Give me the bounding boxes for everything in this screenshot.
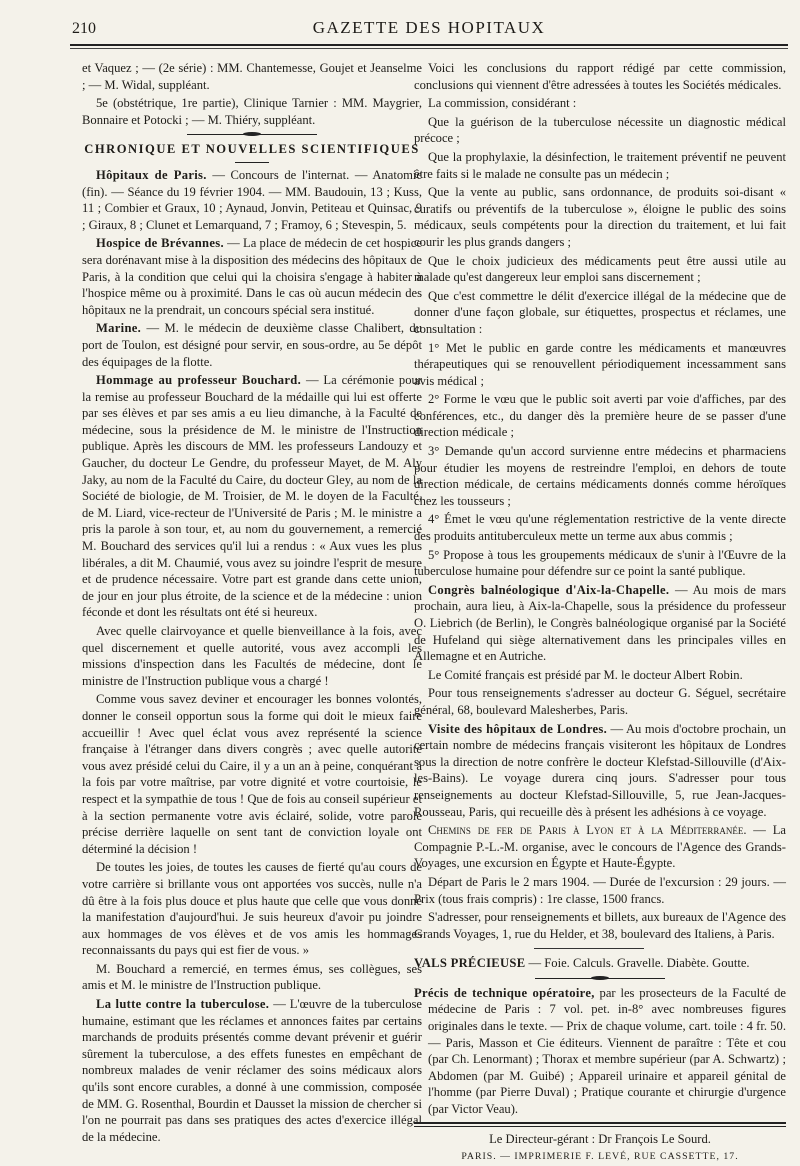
paragraph: Avec quelle clairvoyance et quelle bienveillance à la fois, avec quel discernement et quelle autorité, vous avez accompli les missions d'inspection dans les Facultés de médecine, dont le ministre de l'Instruction publique vous a chargé !: [82, 624, 422, 688]
bibliography: [414, 985, 786, 1118]
paragraph: Que c'est commettre le délit d'exercice illégal de la médecine que de donner d'une façon globale, sur étiquettes, prospectus et réclames, une consultation :: [414, 288, 786, 336]
paragraph: De toutes les joies, de toutes les causes de fierté qu'au cours de votre carrière si brillante vous ont apportées vos succès, nulle n'a dû être à la fois plus douce et plus haute que celle que vous donne la manifestation d'aujourd'hui. Je suis heureux d'avoir pu joindre aux hommages de vos élèves et de vos amis les hommages reconnaissants du pays qui est fier de vous. »: [82, 860, 422, 958]
paragraph: 3° Demande qu'un accord survienne entre médecins et pharmaciens pour étudier les moyens de restreindre l'emploi, en dehors de toute direction médicale, de certains médicaments donnés comme héroïques chez les tousseurs ;: [414, 444, 786, 508]
item-text: — La place de médecin de cet hospice sera dorénavant mise à la disposition des médecins des hôpitaux de Paris, à la condition que celui qui la choisira s'engage à habiter à l'hospice même ou à proximité. Dans le cas où aucun médecin des hôpitaux ne la prendrait, un concours spécial sera institué.: [82, 236, 422, 317]
journal-title: GAZETTE DES HOPITAUX: [312, 18, 546, 37]
paragraph: Le Comité français est présidé par M. le docteur Albert Robin.: [428, 667, 743, 682]
header-rule: [70, 44, 788, 46]
divider: [534, 948, 644, 949]
footer-rule-thin: [414, 1126, 786, 1127]
book-title: Précis de technique opératoire,: [414, 985, 595, 1000]
news-item: [82, 235, 422, 318]
paragraph: 4° Émet le vœu qu'une réglementation restrictive de la vente directe des produits antituberculeux mette un terme aux abus commis ;: [414, 512, 786, 544]
paragraph: S'adresser, pour renseignements et billets, aux bureaux de l'Agence des Grands Voyages, 1, rue du Helder, et 38, boulevard des Italiens, à Paris.: [414, 910, 786, 941]
item-text: — La cérémonie pour la remise au professeur Bouchard de la médaille qui lui est offerte par ses élèves et par ses amis a eu lieu dimanche, à la Faculté de médecine, sous la présidence de M. le ministre de l'Instruction publique. Après les discours de MM. les professeurs Landouzy et Gaucher, du docteur Le Gendre, du professeur Mayet, de M. Aly Jaky, au nom de la Faculté du Caire, du docteur Gley, au nom de la Société de biologie, de M. Troisier, de M. le doyen de la Faculté, de M. Liard, vice-recteur de l'Université de Paris ; M. le ministre a pris la parole à son tour, et, au nom du gouvernement, a remercié M. Bouchard des services qu'il lui a rendus : « Aux vues les plus libérales, a dit M. Chaumié, vous avez su joindre l'esprit de mesure et de prudence nécessaire. Votre part est grande dans cette union, de jour en jour plus étroite, de la science et de la médecine : union féconde et dont les résultats ont été si heureux.: [82, 373, 423, 620]
paragraph: La commission, considérant :: [428, 96, 577, 111]
page-number: 210: [72, 20, 96, 37]
item-text: — M. le médecin de deuxième classe Chalibert, du port de Toulon, est désigné pour servir, en sous-ordre, au 5e dépôt des équipages de la flotte.: [82, 321, 422, 369]
item-heading: Marine.: [96, 321, 142, 336]
printer-imprint: PARIS. — IMPRIMERIE F. LEVÉ, RUE CASSETTE, 17.: [461, 1151, 739, 1163]
ornament-divider: [187, 134, 317, 135]
publisher-manager-line: Le Directeur-gérant : Dr François Le Sourd.: [489, 1131, 711, 1146]
header-rule-thin: [70, 48, 788, 49]
paragraph: et Vaquez ; — (2e série) : MM. Chantemesse, Goujet et Jeanselme ; — M. Widal, suppléant.: [82, 61, 422, 92]
news-item: [82, 320, 422, 370]
ornament-divider: [535, 978, 665, 979]
news-item: [414, 721, 786, 821]
book-notice: [414, 985, 786, 1118]
advertisement: [414, 955, 786, 972]
paragraph: 5e (obstétrique, 1re partie), Clinique Tarnier : MM. Maygrier, Bonnaire et Potocki ; — M. Thiéry, suppléant.: [82, 96, 422, 127]
paragraph: Voici les conclusions du rapport rédigé par cette commission, conclusions qui viennent d'être adressées à toutes les Sociétés médicales.: [414, 61, 786, 92]
ad-heading: VALS PRÉCIEUSE: [414, 956, 526, 971]
news-item: [82, 372, 422, 621]
right-column: [414, 60, 786, 1166]
item-heading: Visite des hôpitaux de Londres.: [428, 721, 608, 736]
section-title: CHRONIQUE ET NOUVELLES SCIENTIFIQUES: [84, 142, 420, 157]
paragraph: Que le choix judicieux des médicaments peut être aussi utile au malade qu'est dangereux leur emploi sans discernement ;: [414, 253, 786, 285]
paragraph: Départ de Paris le 2 mars 1904. — Durée de l'excursion : 29 jours. — Prix (tous frais compris) : 1re classe, 1500 francs.: [414, 874, 786, 906]
footer-rule: [414, 1122, 786, 1124]
item-text: — Concours de l'internat. — Anatomie (fin). — Séance du 19 février 1904. — MM. Baudouin, 13 ; Kuss, 11 ; Combier et Graux, 10 ; Aynaud, Jonvin, Petiteau et Quinsac, 9 ; Giraux, 8 ; Clunet et Lemarquand, 7 ; Framoy, 6 ; Stevespin, 5.: [82, 167, 422, 232]
news-item: [414, 582, 786, 665]
paragraph: Que la guérison de la tuberculose nécessite un diagnostic médical précoce ;: [414, 114, 786, 146]
item-heading: La lutte contre la tuberculose.: [96, 997, 270, 1012]
item-text: — Au mois de mars prochain, aura lieu, à Aix-la-Chapelle, sous la présidence du professeur O. Liebrich (de Berlin), le Congrès balnéologique organisé par la Société de Hufeland qui siège alternativement dans les principales villes en Allemagne et en Autriche.: [414, 582, 786, 664]
paragraph: Que la prophylaxie, la désinfection, le traitement préventif ne peuvent être faits si le malade ne consulte pas un médecin ;: [414, 149, 786, 181]
paragraph: 1° Met le public en garde contre les médicaments et manœuvres thérapeutiques qui se renouvellent périodiquement incessamment sans avis médical ;: [414, 340, 786, 388]
paragraph: 5° Propose à tous les groupements médicaux de s'unir à l'Œuvre de la tuberculose humaine pour défendre sur ce point la santé publique.: [414, 547, 786, 579]
item-heading: Hommage au professeur Bouchard.: [96, 373, 302, 388]
item-text: — La Compagnie P.-L.-M. organise, avec le concours de l'Agence des Grands-Voyages, une excursion en Égypte et Haute-Égypte.: [414, 823, 786, 871]
item-heading: Chemins de fer de Paris à Lyon et à la Méditerranée.: [428, 823, 747, 838]
ad-text: — Foie. Calculs. Gravelle. Diabète. Goutte.: [525, 956, 750, 971]
divider: [235, 162, 269, 163]
news-item: [414, 822, 786, 872]
paragraph: Que la vente au public, sans ordonnance, de produits soi-disant « curatifs ou préventifs de la tuberculose », éloigne le public des soins médicaux, seuls compétents pour la direction du traitement, et lui fait courir les plus grands dangers ;: [414, 185, 786, 249]
item-heading: Hospice de Brévannes.: [96, 236, 224, 251]
item-heading: Hôpitaux de Paris.: [96, 167, 207, 182]
item-heading: Congrès balnéologique d'Aix-la-Chapelle.: [428, 582, 670, 597]
paragraph: M. Bouchard a remercié, en termes émus, ses collègues, ses amis et M. le ministre de l'Instruction publique.: [82, 961, 422, 993]
left-column: [82, 60, 422, 1147]
news-item: [82, 167, 422, 233]
paragraph: Comme vous savez deviner et encourager les bonnes volontés, donner le conseil opportun sous la forme qui doit le mieux faire accueillir ! Avec quel éclat vous avez représenté la science française à l'étranger dans divers congrès ; avec quelle autorité vous avez présidé celui du Caire, il y a un an à peine, conquérant à la fois par votre maîtrise, par votre dignité et votre courtoisie, le respect et la sympathie de tous ! Que de fois au conseil supérieur et à la section permanente votre avis éclairé, solide, votre parole précise derrière laquelle on sent tant de conviction loyale ont déterminé la décision !: [82, 692, 422, 856]
paragraph: 2° Forme le vœu que le public soit averti par voie d'affiches, par des conférences, etc., du danger dès la première heure de se passer d'une direction médicale ;: [414, 392, 786, 440]
page-header: [70, 18, 788, 46]
book-text: par les prosecteurs de la Faculté de médecine de Paris : 7 vol. pet. in-8° avec nombreuses figures originales dans le texte. — Prix de chaque volume, cart. toile : 4 fr. 50. — Paris, Masson et Cie éditeurs. Viennent de paraître : Tête et cou (par Ch. Lenormant) ; Thorax et membre supérieur (par A. Schwartz) ; Abdomen (par M. Guibé) ; Appareil urinaire et appareil génital de l'homme (par Pierre Duval) ; Pratique courante et chirurgie d'urgence (par Victor Veau).: [428, 985, 787, 1117]
item-text: — Au mois d'octobre prochain, un certain nombre de médecins français visiteront les hôpitaux de Londres sous la direction de notre confrère le docteur Klefstad-Sillouville (d'Aix-les-Bains). Le voyage durera cinq jours. S'adresser pour tous renseignements au docteur Klefstad-Sillouville, 5, rue Jean-Jacques-Rousseau, Paris, qui recueille dès à présent les adhésions à ce voyage.: [414, 721, 786, 819]
item-text: — L'œuvre de la tuberculose humaine, estimant que les réclames et annonces faites par certains marchands de produits présentés comme devant prévenir et guérir sûrement la tuberculose, a des effets funestes en empêchant de nombreux malades de venir réclamer des soins médicaux alors qu'ils sont encore curables, a donné à une commission, composée de MM. G. Rosenthal, Bourdin et Dausset la mission de chercher si l'on ne pourrait pas dans ses pratiques des actes d'exercice illégal de la médecine.: [82, 997, 422, 1144]
news-item: [82, 996, 422, 1145]
paragraph: Pour tous renseignements s'adresser au docteur G. Séguel, secrétaire général, 68, boulevard Malesherbes, Paris.: [414, 686, 786, 717]
